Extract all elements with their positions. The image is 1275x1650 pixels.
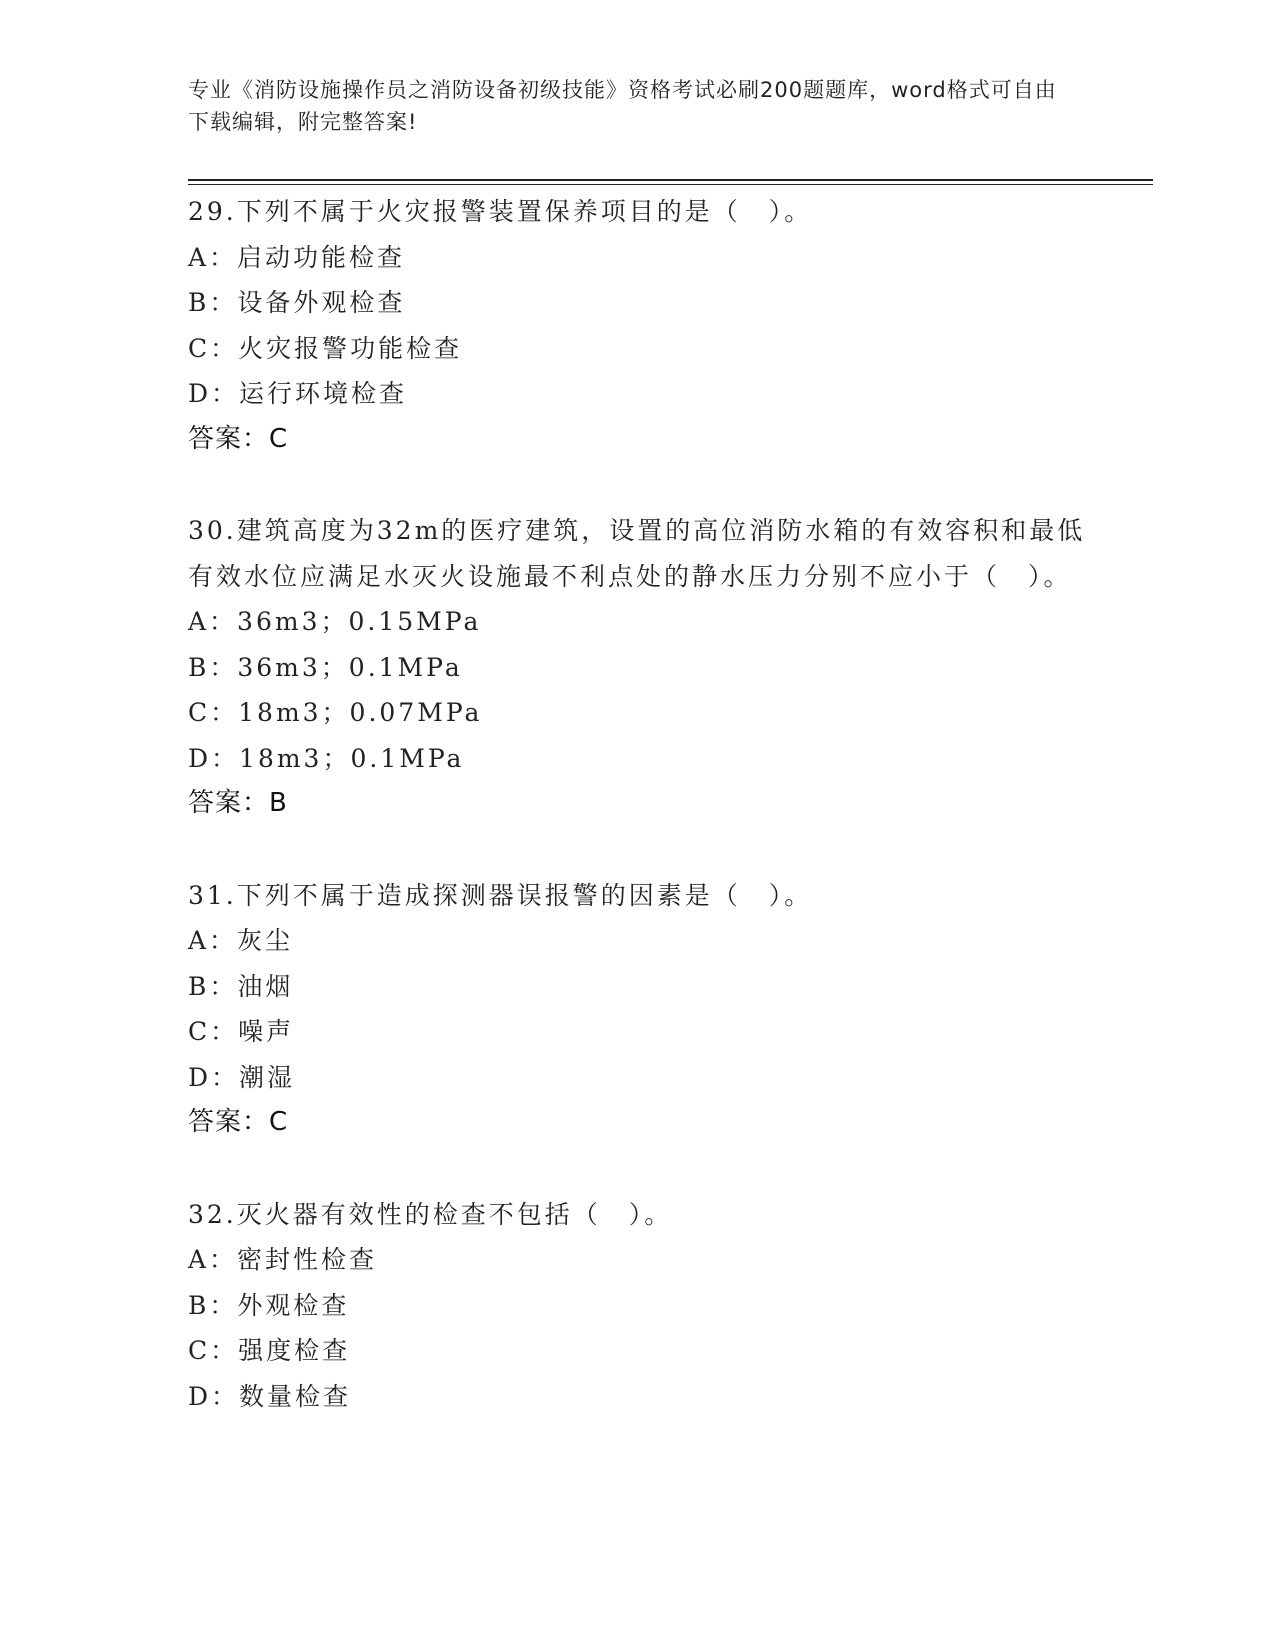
option-d: D：数量检查 — [188, 1381, 352, 1411]
answer-text: 答案：B — [188, 788, 288, 818]
document-header: 专业《消防设施操作员之消防设备初级技能》资格考试必刷200题题库，word格式可自由下载编辑，附完整答案! — [188, 78, 1057, 134]
option-c: C：噪声 — [188, 1017, 295, 1046]
question-30 — [188, 508, 1088, 827]
option-a: A：启动功能检查 — [188, 242, 406, 272]
option-c: C：强度检查 — [188, 1336, 351, 1365]
option-d: D：运行环境检查 — [188, 379, 408, 408]
question-29 — [188, 189, 1088, 462]
question-stem: 29.下列不属于火灾报警装置保养项目的是（ ）。 — [188, 197, 813, 226]
option-d: D：潮湿 — [188, 1062, 296, 1092]
question-stem: 32.灭火器有效性的检查不包括（ ）。 — [188, 1199, 673, 1229]
header-divider-thick — [188, 179, 1153, 181]
option-a: A：密封性检查 — [188, 1245, 378, 1274]
option-c: C：火灾报警功能检查 — [188, 333, 463, 363]
option-a: A：36m3；0.15MPa — [188, 607, 482, 636]
option-a: A：灰尘 — [188, 926, 294, 955]
option-c: C：18m3；0.07MPa — [188, 698, 483, 727]
header-divider-thin — [188, 184, 1153, 185]
option-b: B：36m3；0.1MPa — [188, 652, 463, 682]
option-b: B：外观检查 — [188, 1290, 350, 1320]
answer-text: 答案：C — [188, 423, 289, 454]
question-stem: 30.建筑高度为32m的医疗建筑，设置的高位消防水箱的有效容积和最低有效水位应满足水灭火设施最不利点处的静水压力分别不应小于（ ）。 — [188, 516, 1086, 591]
question-stem: 31.下列不属于造成探测器误报警的因素是（ ）。 — [188, 880, 813, 910]
option-b: B：设备外观检查 — [188, 288, 406, 317]
option-b: B：油烟 — [188, 971, 294, 1001]
option-d: D：18m3；0.1MPa — [188, 743, 465, 773]
question-list — [188, 189, 1088, 1465]
question-31 — [188, 873, 1088, 1146]
answer-text: 答案：C — [188, 1107, 289, 1137]
question-32 — [188, 1192, 1088, 1420]
